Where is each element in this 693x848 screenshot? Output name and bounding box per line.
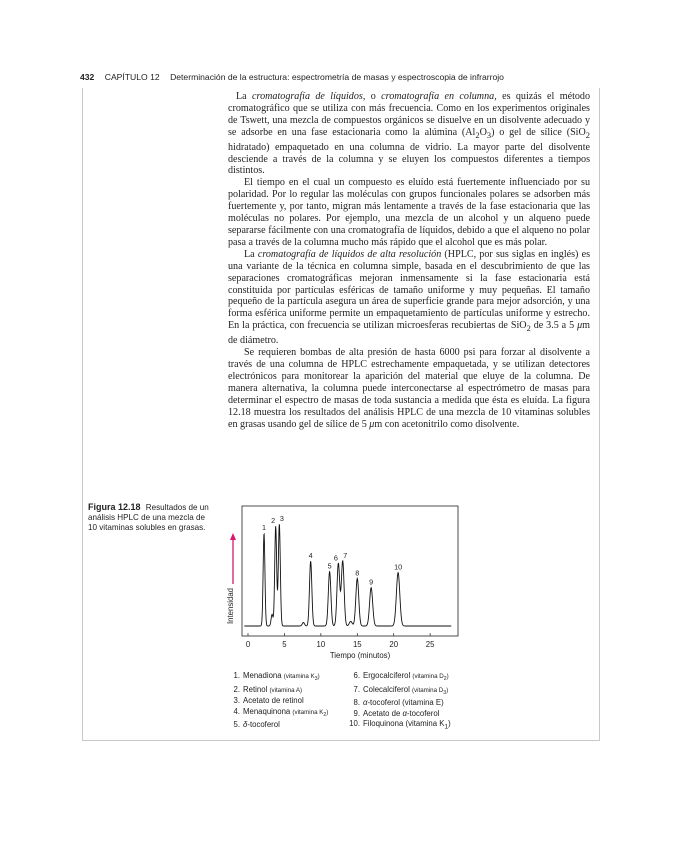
chromatogram-trace [244,524,451,626]
peak-label: 4 [308,551,313,561]
chapter-label: CAPÍTULO 12 [104,72,160,82]
page-number: 432 [80,72,95,82]
body-paragraph: Se requieren bombas de alta presión de hasta 6000 psi para forzar al disolvente a través de una columna de HPLC estrechamente empaquetada, y se utilizan detectores electrónicos para monitorear la aparición del material que eluye de la columna. De manera alternativa, la columna puede interconectarse al espectrómetro de masas para determinar el espectro de masas de toda sustancia a medida que ésta es eluída. La figura 12.18 muestra los resultados del análisis HPLC de una mezcla de 10 vitaminas solubles en grasas usando gel de sílice de 5 μm con acetonitrilo como disolvente. [228,347,590,430]
legend-item: 2. Retinol (vitamina A) [233,684,303,694]
legend-item: 9. Acetato de α-tocoferol [353,708,440,718]
x-tick-label: 10 [316,640,326,649]
figure-caption-text: Resultados de un análisis HPLC de una mezcla de 10 vitaminas solubles en grasas. [88,503,209,532]
peak-label: 7 [343,551,348,561]
body-paragraph: La cromatografía de líquidos de alta resolución (HPLC, por sus siglas en inglés) es una variante de la técnica en columna simple, basada en el descubrimiento de que las separaciones cromatográficas mejoran inmensamente si la fase estacionaria está constituida por partículas esféricas de tamaño uniforme y muy pequeñas. El tamaño pequeño de la partícula asegura un área de superficie grande para mejor adsorción, y una forma esférica uniforme permite un empaquetamiento de partículas uniforme y estrecho. En la práctica, con frecuencia se utilizan microesferas recubiertas de SiO$_2$ de 3.5 a 5 μm de diámetro. [228,248,591,347]
peak-label: 9 [369,577,374,587]
peak-label: 10 [394,562,403,572]
peak-label: 3 [279,513,284,523]
body-paragraph: La cromatografía de líquidos, o cromatografía en columna, es quizás el método cromatográfico que se utiliza con más frecuencia. Como en los experimentos originales de Tswett, una mezcla de compuestos orgánicos se disuelve en un disolvente adecuado y se adsorbe en una fase estacionaria como la alúmina $(Al_2O_3)$ o gel de sílice (SiO$_2$ hidratado) empaquetado en una columna de vidrio. La mayor parte del disolvente desciende a través de la columna y se eluyen los compuestos diferentes a tiempos distintos. [228,91,591,177]
intensity-arrow [230,533,236,584]
x-tick-label: 0 [245,640,251,649]
x-axis-label: Tiempo (minutos) [329,651,391,660]
legend-item: 8. α-tocoferol (vitamina E) [353,698,444,708]
peak-label: 1 [262,523,267,533]
legend-column-left [228,671,328,731]
figure-label: Figura 12.18 [88,502,141,512]
peak-label: 6 [333,553,338,563]
peak-label: 5 [327,561,332,571]
figure-caption [88,502,213,533]
x-tick-label: 5 [282,640,287,649]
legend-item: 3. Acetato de retinol [233,696,304,706]
x-tick-label: 15 [352,640,362,649]
x-tick-label: 25 [425,640,435,649]
chapter-title: Determinación de la estructura: espectrometría de masas y espectroscopia de infrarrojo [170,72,504,82]
legend-item: 6. Ergocalciferol (vitamina $D_2$) [353,671,449,683]
peak-label: 2 [271,516,276,526]
body-text [228,91,590,430]
legend-item: 5. δ-tocoferol [233,720,280,730]
hplc-chromatogram [220,498,485,666]
legend-column-right [348,671,451,734]
legend-item: 4. Menaquinona (vitamina $K_2$) [233,706,329,718]
legend-item: 1. Menadiona (vitamina $K_3$) [233,671,320,683]
running-header [80,72,620,82]
legend-item: 10. Filoquinona (vitamina $K_1$) [349,719,451,732]
peak-label: 8 [355,568,360,578]
y-axis-label: Intensidad [226,588,235,624]
body-paragraph: El tiempo en el cual un compuesto es eluído está fuertemente influenciado por su polaridad. Por lo regular las moléculas con grupos funcionales polares se adsorben más fuertemente y, por tanto, migran más lentamente a través de la fase estacionaria que las moléculas no polares. Por ejemplo, una mezcla de un alcohol y un alqueno puede separarse fácilmente con una cromatografía de líquidos, debido a que el alqueno no polar pasa a través de la columna mucho más rápido que el alcohol que es más polar. [228,177,590,248]
legend-item: 7. Colecalciferol (vitamina $D_3$) [353,684,449,696]
x-tick-label: 20 [389,640,399,649]
